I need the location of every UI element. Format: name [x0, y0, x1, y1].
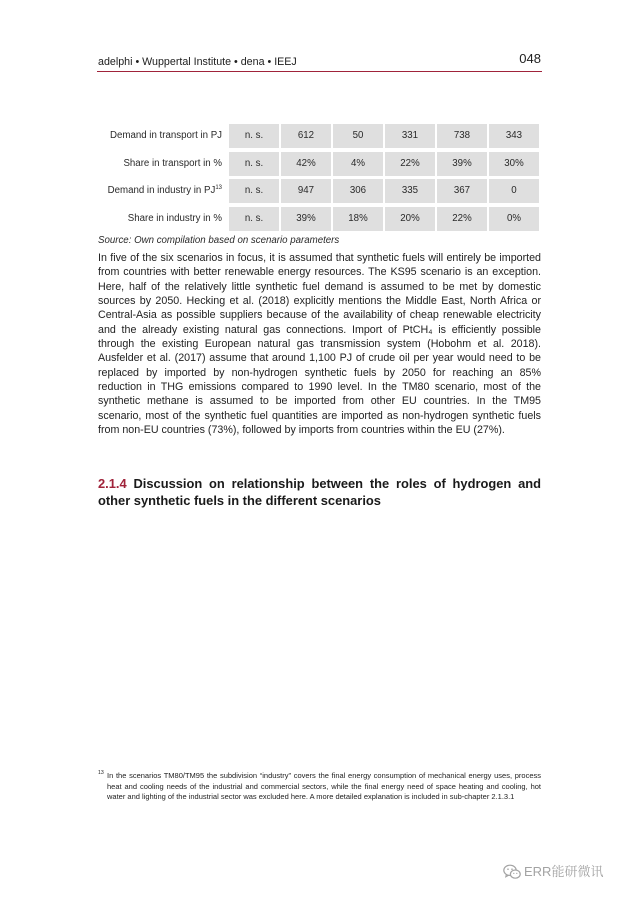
page-number: 048	[519, 51, 541, 66]
table-cell: 39%	[437, 152, 487, 176]
wechat-icon	[503, 864, 521, 880]
paragraph-line: Central-Asia as possible suppliers because of the availability of cheap renewable electricity	[98, 309, 541, 322]
section-number: 2.1.4	[98, 476, 127, 491]
table-cell: n. s.	[229, 207, 279, 231]
row-cells	[229, 179, 539, 203]
table-cell: 738	[437, 124, 487, 148]
table-cell: 4%	[333, 152, 383, 176]
row-label	[98, 179, 222, 203]
footnote-line: heat and cooling needs of the industrial and commercial sectors, while the final energy need of space heating and cooling, hot	[107, 781, 541, 791]
table-cell: 50	[333, 124, 383, 148]
table-row	[98, 179, 539, 203]
footnote-ref: 13	[215, 185, 222, 191]
wechat-eye	[507, 868, 509, 870]
table-cell: 39%	[281, 207, 331, 231]
wechat-eye	[513, 873, 514, 874]
row-label: Share in transport in %	[123, 157, 222, 169]
paragraph-line: synthetic methane is assumed to be imported from other EU countries. In the TM95	[98, 395, 541, 408]
table-cell: 22%	[385, 152, 435, 176]
row-label: Share in industry in %	[127, 212, 222, 224]
footnote-body	[107, 771, 541, 803]
table-cell: 20%	[385, 207, 435, 231]
row-cells	[229, 124, 539, 148]
footnote-marker: 13	[98, 770, 104, 776]
body-paragraph	[98, 251, 541, 437]
table-cell: 42%	[281, 152, 331, 176]
table-cell: 30%	[489, 152, 539, 176]
watermark-text: ERR能研微讯	[524, 864, 604, 879]
wechat-bubble-small	[510, 870, 520, 878]
wechat-eye	[516, 873, 517, 874]
data-table	[98, 124, 539, 234]
table-cell: 18%	[333, 207, 383, 231]
header-rule	[97, 71, 542, 72]
footnote-line: In the scenarios TM80/TM95 the subdivision “industry” covers the final energy consumption of mechanical energy uses, process	[107, 771, 541, 780]
paragraph-line: scenario, most of the synthetic fuel quantities are imported as non-hydrogen synthetic fuels	[98, 409, 541, 422]
header-organizations: adelphi • Wuppertal Institute • dena • IEEJ	[98, 56, 297, 68]
section-heading-line	[98, 475, 541, 492]
table-cell: n. s.	[229, 179, 279, 203]
table-cell: 343	[489, 124, 539, 148]
paragraph-line: and the already existing natural gas connections. Import of PtCH₄ is efficiently possible	[98, 323, 541, 336]
row-label: Demand in transport in PJ	[110, 130, 222, 141]
paragraph-line: from non-EU countries (73%), followed by imports from countries within the EU (27%).	[98, 423, 505, 436]
table-cell: 947	[281, 179, 331, 203]
paragraph-line: from countries with better renewable energy resources. The KS95 scenario is an exception.	[98, 266, 541, 279]
table-cell: 306	[333, 179, 383, 203]
row-cells	[229, 207, 539, 231]
table-row	[98, 124, 539, 148]
row-label-text: Demand in industry in PJ	[107, 185, 216, 196]
table-cell: n. s.	[229, 124, 279, 148]
table-source-caption: Source: Own compilation based on scenario parameters	[98, 235, 340, 246]
paragraph-line: Ausfelder et al. (2017) assume that around 1,100 PJ of crude oil per year would need to be	[98, 352, 541, 365]
footnote	[98, 771, 541, 803]
wechat-eye	[511, 868, 513, 870]
paragraph-line: reduction in THG emissions compared to 1990 level. In the TM80 scenario, most of the	[98, 380, 541, 393]
paragraph-line: replaced by imported by non-hydrogen synthetic fuels by 2050 for reaching an 85%	[98, 366, 541, 379]
section-title-line: Discussion on relationship between the roles of hydrogen and	[133, 476, 541, 491]
paragraph-line: Here, half of the relatively little synthetic fuel demand is assumed to be met by domestic	[98, 280, 541, 293]
table-cell: 22%	[437, 207, 487, 231]
section-heading	[98, 475, 541, 509]
section-title-line: other synthetic fuels in the different scenarios	[98, 493, 381, 508]
table-cell: 0%	[489, 207, 539, 231]
watermark	[503, 862, 603, 882]
paragraph-line: through the existing European natural gas transmission system (Hobohm et al. 2018).	[98, 337, 541, 350]
table-row	[98, 152, 539, 176]
row-cells	[229, 152, 539, 176]
table-cell: 612	[281, 124, 331, 148]
paragraph-line: sources by 2050. Hecking et al. (2018) explicitly mentions the Middle East, North Africa or	[98, 294, 541, 307]
table-cell: n. s.	[229, 152, 279, 176]
table-cell: 335	[385, 179, 435, 203]
table-cell: 367	[437, 179, 487, 203]
table-cell: 331	[385, 124, 435, 148]
paragraph-line: In five of the six scenarios in focus, it is assumed that synthetic fuels will entirely be imported	[98, 252, 541, 264]
table-row	[98, 207, 539, 231]
table-cell: 0	[489, 179, 539, 203]
footnote-line: water and lighting of the industrial sector was excluded here. A more detailed explanation is included in sub-chapter 2.1.3.1	[107, 792, 515, 801]
